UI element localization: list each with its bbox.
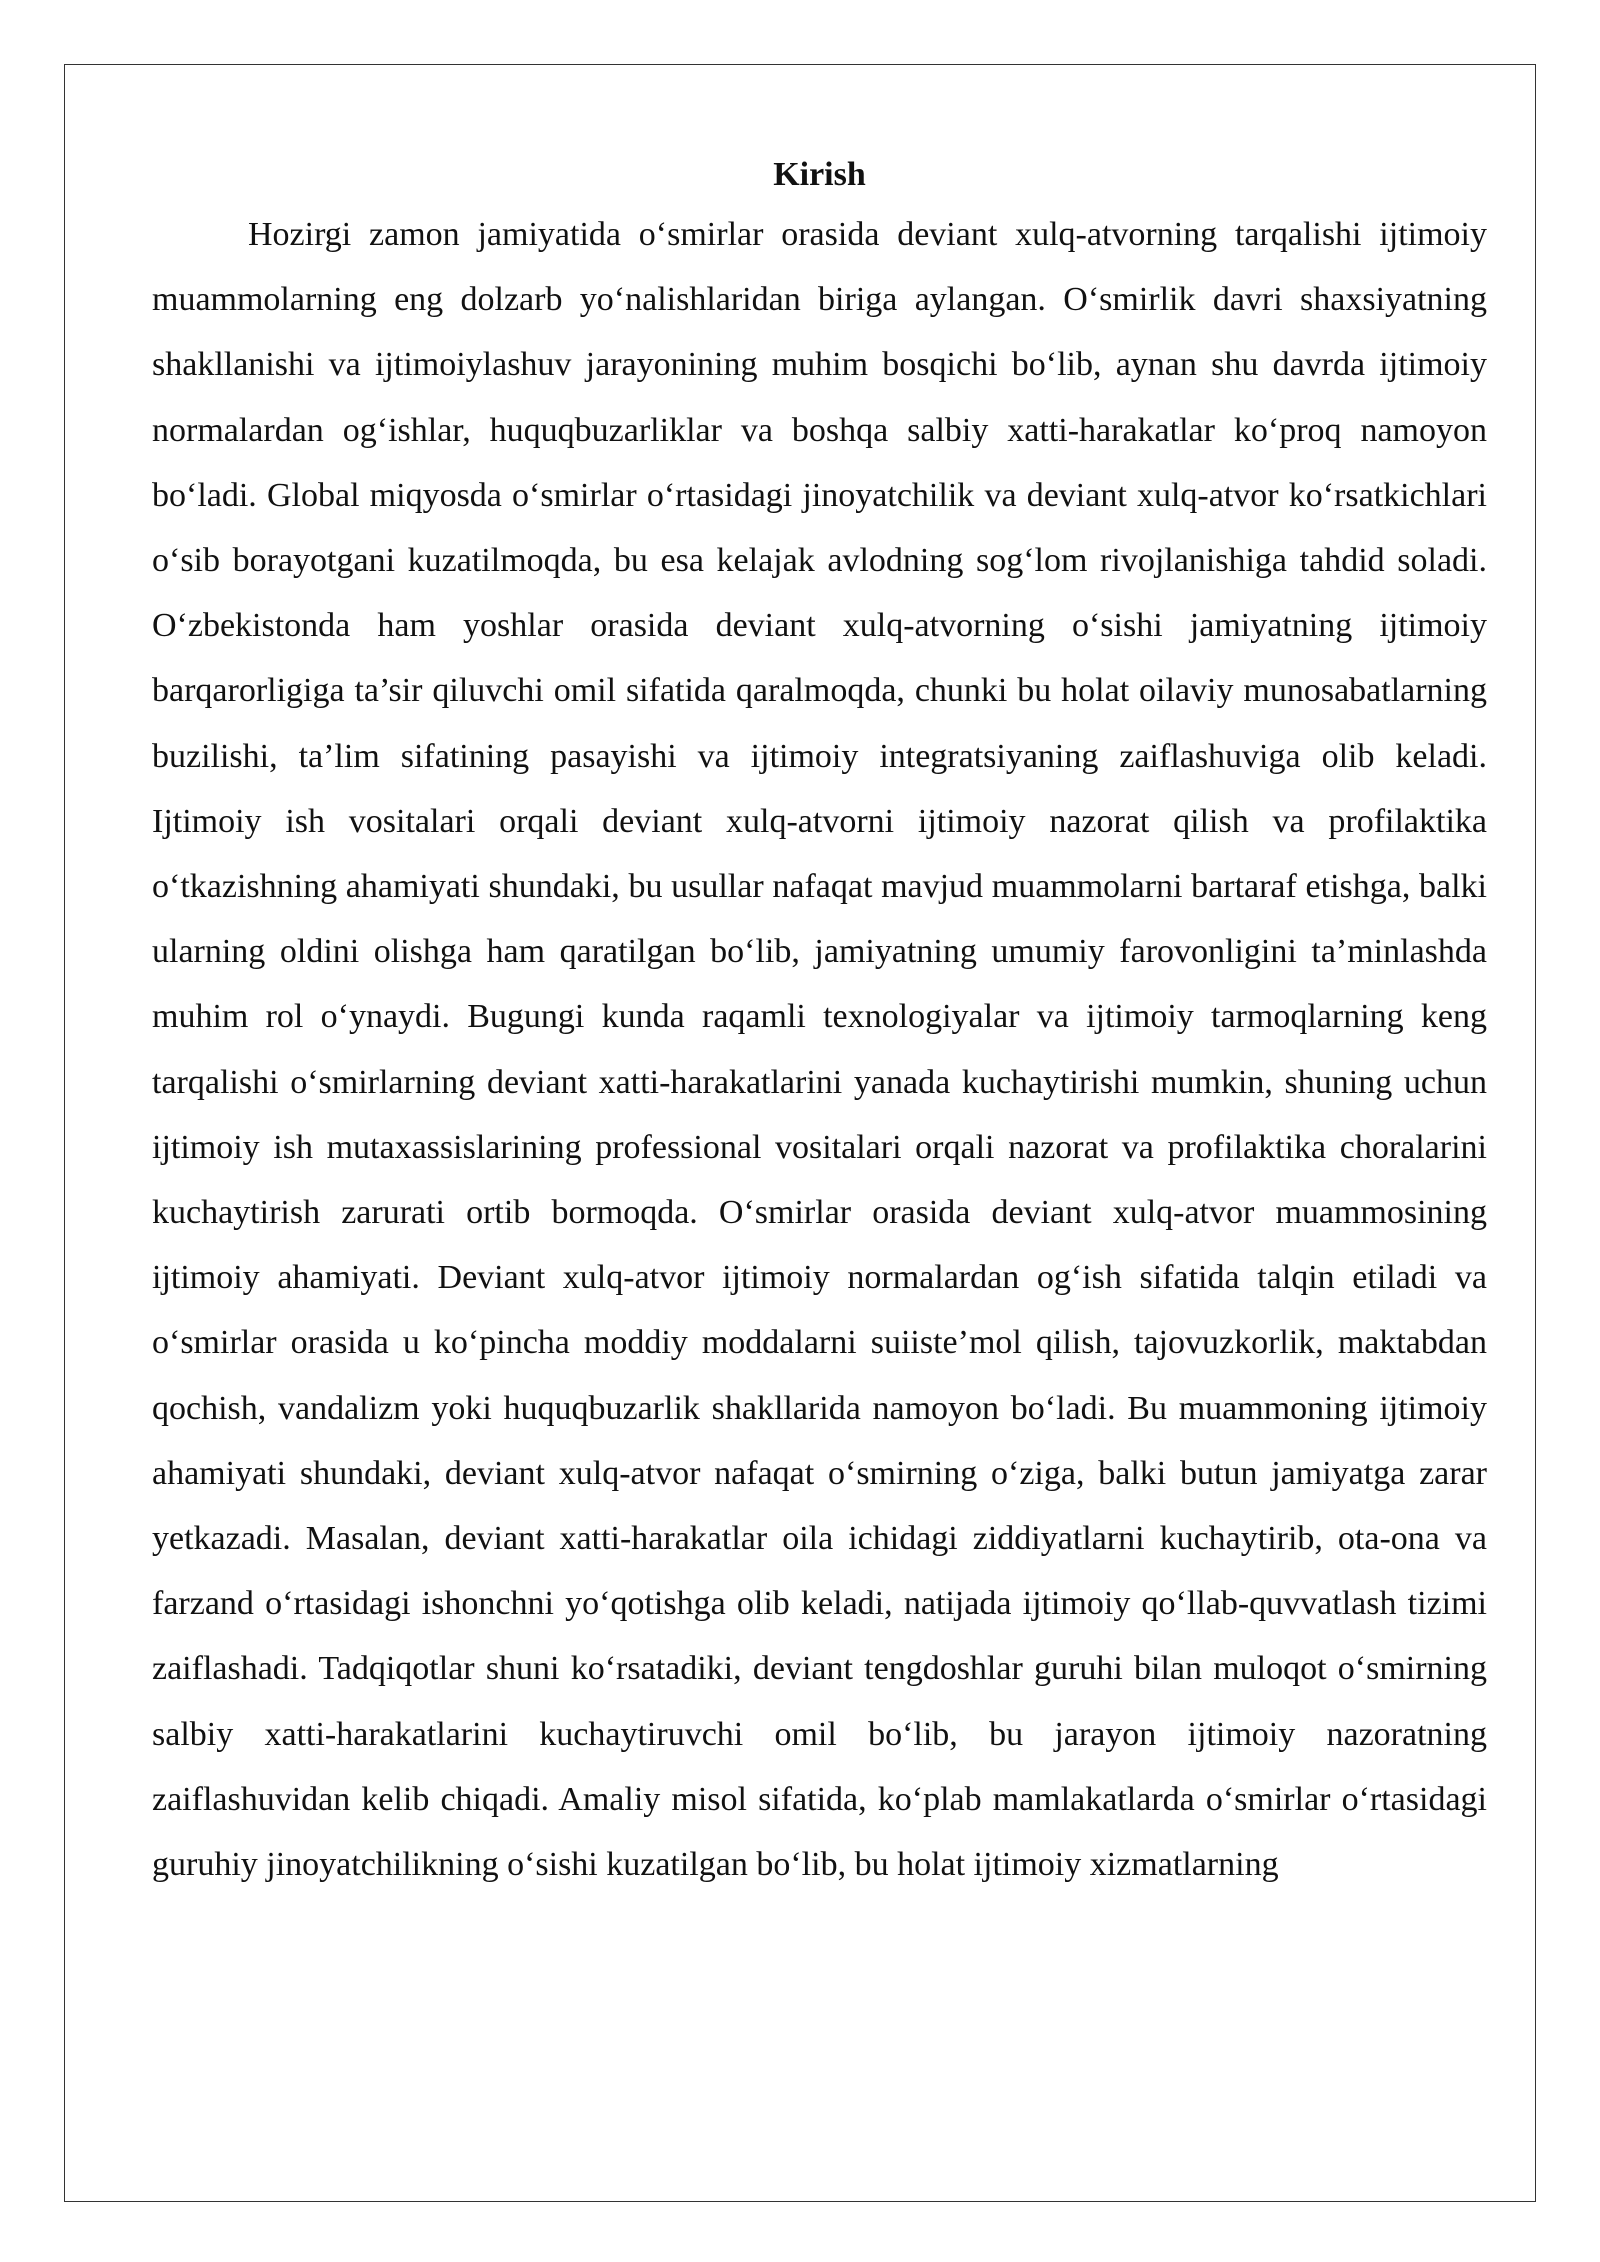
document-title: Kirish (773, 156, 866, 193)
document-page (152, 148, 1487, 1897)
document-body-paragraph: Hozirgi zamon jamiyatida oʻsmirlar orasida deviant xulq-atvorning tarqalishi ijtimoiy muammolarning eng dolzarb yoʻnalishlaridan biriga aylangan. Oʻsmirlik davri shaxsiyatning shakllanishi va ijtimoiylashuv jarayonining muhim bosqichi boʻlib, aynan shu davrda ijtimoiy normalardan ogʻishlar, huquqbuzarliklar va boshqa salbiy xatti-harakatlar koʻproq namoyon boʻladi. Global miqyosda oʻsmirlar oʻrtasidagi jinoyatchilik va deviant xulq-atvor koʻrsatkichlari oʻsib borayotgani kuzatilmoqda, bu esa kelajak avlodning sogʻlom rivojlanishiga tahdid soladi. Oʻzbekistonda ham yoshlar orasida deviant xulq-atvorning oʻsishi jamiyatning ijtimoiy barqarorligiga ta’sir qiluvchi omil sifatida qaralmoqda, chunki bu holat oilaviy munosabatlarning buzilishi, ta’lim sifatining pasayishi va ijtimoiy integratsiyaning zaiflashuviga olib keladi. Ijtimoiy ish vositalari orqali deviant xulq-atvorni ijtimoiy nazorat qilish va profilaktika oʻtkazishning ahamiyati shundaki, bu usullar nafaqat mavjud muammolarni bartaraf etishga, balki ularning oldini olishga ham qaratilgan boʻlib, jamiyatning umumiy farovonligini ta’minlashda muhim rol oʻynaydi. Bugungi kunda raqamli texnologiyalar va ijtimoiy tarmoqlarning keng tarqalishi oʻsmirlarning deviant xatti-harakatlarini yanada kuchaytirishi mumkin, shuning uchun ijtimoiy ish mutaxassislarining professional vositalari orqali nazorat va profilaktika choralarini kuchaytirish zarurati ortib bormoqda. Oʻsmirlar orasida deviant xulq-atvor muammosining ijtimoiy ahamiyati. Deviant xulq-atvor ijtimoiy normalardan ogʻish sifatida talqin etiladi va oʻsmirlar orasida u koʻpincha moddiy moddalarni suiiste’mol qilish, tajovuzkorlik, maktabdan qochish, vandalizm yoki huquqbuzarlik shakllarida namoyon boʻladi. Bu muammoning ijtimoiy ahamiyati shundaki, deviant xulq-atvor nafaqat oʻsmirning oʻziga, balki butun jamiyatga zarar yetkazadi. Masalan, deviant xatti-harakatlar oila ichidagi ziddiyatlarni kuchaytirib, ota-ona va farzand oʻrtasidagi ishonchni yoʻqotishga olib keladi, natijada ijtimoiy qoʻllab-quvvatlash tizimi zaiflashadi. Tadqiqotlar shuni koʻrsatadiki, deviant tengdoshlar guruhi bilan muloqot oʻsmirning salbiy xatti-harakatlarini kuchaytiruvchi omil boʻlib, bu jarayon ijtimoiy nazoratning zaiflashuvidan kelib chiqadi. Amaliy misol sifatida, koʻplab mamlakatlarda oʻsmirlar oʻrtasidagi guruhiy jinoyatchilikning oʻsishi kuzatilgan boʻlib, bu holat ijtimoiy xizmatlarning (152, 216, 1487, 1884)
